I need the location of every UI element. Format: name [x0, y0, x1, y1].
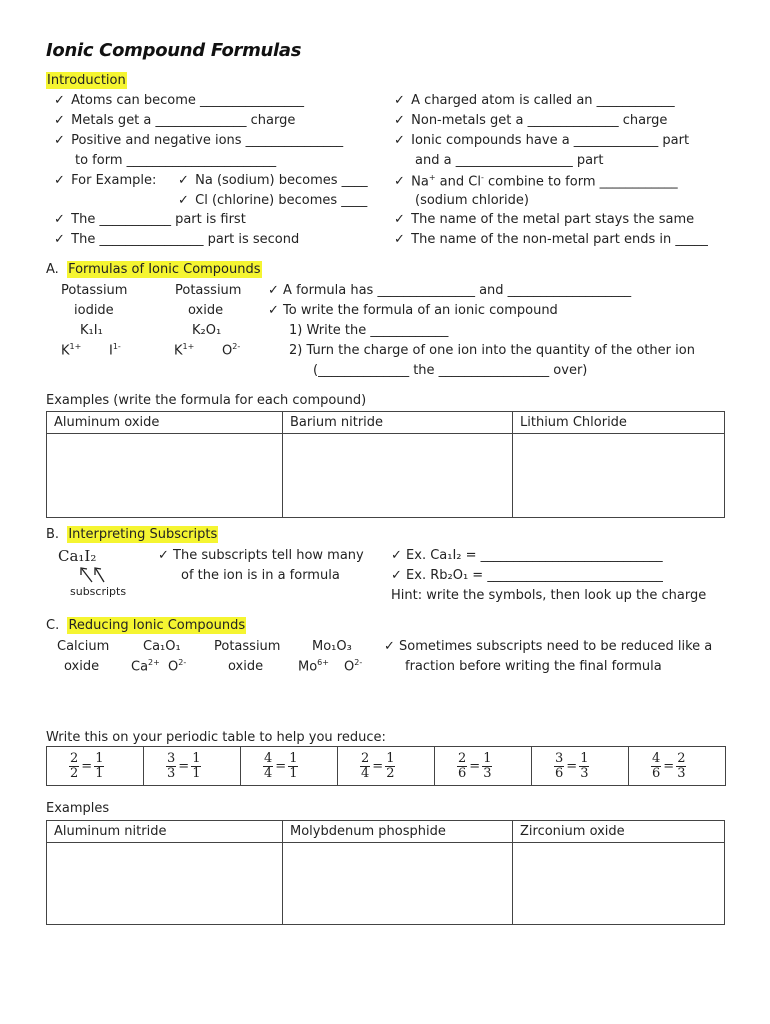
check-icon: ✓ [54, 232, 65, 247]
ion: $O^{2-}$ [222, 342, 241, 359]
table-header: Aluminum nitride [47, 821, 283, 843]
intro-item: ✓ Ionic compounds have a _____________ part [394, 133, 690, 148]
compound-name: oxide [188, 303, 224, 318]
ion: $O^{2-}$ [168, 658, 187, 675]
intro-item: ✓ The ___________ part is first [54, 212, 246, 227]
answer-cell[interactable] [283, 434, 513, 518]
compound-name: Calcium [57, 639, 110, 654]
formula: K₂O₁ [192, 323, 222, 338]
intro-subitem: ✓ Cl (chlorine) becomes ____ [178, 193, 368, 208]
subscript-formula: Ca₁I₂ [58, 547, 97, 565]
check-icon: ✓ [391, 548, 402, 563]
check-icon: ✓ [394, 232, 405, 247]
examples-label: Examples (write the formula for each compound) [46, 393, 367, 408]
step: 1) Write the ____________ [289, 323, 449, 338]
section-c-heading: C. Reducing Ionic Compounds [46, 618, 246, 633]
examples-label: Examples [46, 801, 110, 816]
intro-item: ✓ Atoms can become ________________ [54, 93, 305, 108]
examples-table-a [46, 411, 725, 518]
intro-item-cont: (sodium chloride) [415, 193, 529, 208]
intro-item: ✓ The name of the metal part stays the same [394, 212, 695, 227]
intro-item: ✓ For Example: [54, 173, 157, 188]
table-header: Lithium Chloride [513, 412, 725, 434]
fraction-cell: $\frac{3}{3}$ = $\frac{1}{1}$ [144, 747, 241, 786]
section-b-heading: B. Interpreting Subscripts [46, 527, 218, 542]
check-icon: ✓ [391, 568, 402, 583]
examples-table-c [46, 820, 725, 925]
fraction-cell: $\frac{2}{4}$ = $\frac{1}{2}$ [338, 747, 435, 786]
table-header: Barium nitride [283, 412, 513, 434]
intro-heading: Introduction [47, 73, 126, 88]
compound-name: Potassium [61, 283, 128, 298]
formula: K₁I₁ [80, 323, 103, 338]
ion: $Mo^{6+}$ [298, 658, 329, 675]
check-icon: ✓ [394, 113, 405, 128]
fraction-cell: $\frac{4}{6}$ = $\frac{2}{3}$ [629, 747, 726, 786]
compound-name: Potassium [214, 639, 281, 654]
check-icon: ✓ [394, 93, 405, 108]
intro-item: ✓ Non-metals get a ______________ charge [394, 113, 668, 128]
answer-cell[interactable] [47, 434, 283, 518]
bullet: ✓ The subscripts tell how many [158, 548, 364, 563]
intro-item: ✓ Na+ and Cl- combine to form ____________ [394, 173, 678, 190]
check-icon: ✓ [178, 173, 189, 188]
step: (______________ the _________________ over) [313, 363, 588, 378]
bullet: ✓ Sometimes subscripts need to be reduced like a [384, 639, 713, 654]
table-header: Molybdenum phosphide [283, 821, 513, 843]
bullet: ✓ Ex. Ca₁I₂ = ____________________________ [391, 548, 663, 563]
ion: $O^{2-}$ [344, 658, 363, 675]
hint: Hint: write the symbols, then look up the charge [391, 588, 707, 603]
arrows-icon [76, 565, 110, 585]
intro-item: ✓ The ________________ part is second [54, 232, 300, 247]
compound-name: Potassium [175, 283, 242, 298]
ion: $K^{1+}$ [61, 342, 82, 359]
check-icon: ✓ [54, 113, 65, 128]
bullet: ✓ To write the formula of an ionic compound [268, 303, 558, 318]
check-icon: ✓ [394, 212, 405, 227]
table-header: Zirconium oxide [513, 821, 725, 843]
check-icon: ✓ [394, 133, 405, 148]
intro-item: ✓ Metals get a ______________ charge [54, 113, 296, 128]
fraction-cell: $\frac{4}{4}$ = $\frac{1}{1}$ [241, 747, 338, 786]
check-icon: ✓ [54, 93, 65, 108]
ion: $K^{1+}$ [174, 342, 195, 359]
fraction-cell: $\frac{2}{6}$ = $\frac{1}{3}$ [435, 747, 532, 786]
bullet-cont: of the ion is in a formula [181, 568, 340, 583]
fraction-cell: $\frac{2}{2}$ = $\frac{1}{1}$ [47, 747, 144, 786]
subscripts-label: subscripts [70, 585, 127, 598]
compound-name: iodide [74, 303, 114, 318]
check-icon: ✓ [54, 133, 65, 148]
check-icon: ✓ [268, 303, 279, 318]
check-icon: ✓ [54, 173, 65, 188]
check-icon: ✓ [268, 283, 279, 298]
ion: $I^{1-}$ [109, 342, 121, 359]
intro-item-cont: to form _______________________ [75, 153, 277, 168]
bullet-cont: fraction before writing the final formula [405, 659, 662, 674]
intro-subitem: ✓ Na (sodium) becomes ____ [178, 173, 368, 188]
check-icon: ✓ [384, 639, 395, 654]
intro-item: ✓ The name of the non-metal part ends in _____ [394, 232, 708, 247]
intro-item: ✓ Positive and negative ions _______________ [54, 133, 344, 148]
table-header: Aluminum oxide [47, 412, 283, 434]
periodic-label: Write this on your periodic table to help you reduce: [46, 730, 386, 745]
compound-name: oxide [64, 659, 100, 674]
fraction-cell: $\frac{3}{6}$ = $\frac{1}{3}$ [532, 747, 629, 786]
compound-name: oxide [228, 659, 264, 674]
intro-item-cont: and a __________________ part [415, 153, 604, 168]
answer-cell[interactable] [513, 843, 725, 925]
formula: Ca₁O₁ [143, 639, 181, 654]
answer-cell[interactable] [283, 843, 513, 925]
ion: $Ca^{2+}$ [131, 658, 160, 675]
check-icon: ✓ [394, 174, 405, 190]
page-title: Ionic Compound Formulas [46, 40, 302, 61]
answer-cell[interactable] [513, 434, 725, 518]
step: 2) Turn the charge of one ion into the quantity of the other ion [289, 343, 695, 358]
intro-item: ✓ A charged atom is called an ____________ [394, 93, 675, 108]
formula: Mo₁O₃ [312, 639, 352, 654]
check-icon: ✓ [54, 212, 65, 227]
answer-cell[interactable] [47, 843, 283, 925]
reduction-table [46, 746, 726, 786]
check-icon: ✓ [158, 548, 169, 563]
section-a-heading: A. Formulas of Ionic Compounds [46, 262, 261, 277]
bullet: ✓ A formula has _______________ and ___________________ [268, 283, 632, 298]
check-icon: ✓ [178, 193, 189, 208]
bullet: ✓ Ex. Rb₂O₁ = ___________________________ [391, 568, 663, 583]
